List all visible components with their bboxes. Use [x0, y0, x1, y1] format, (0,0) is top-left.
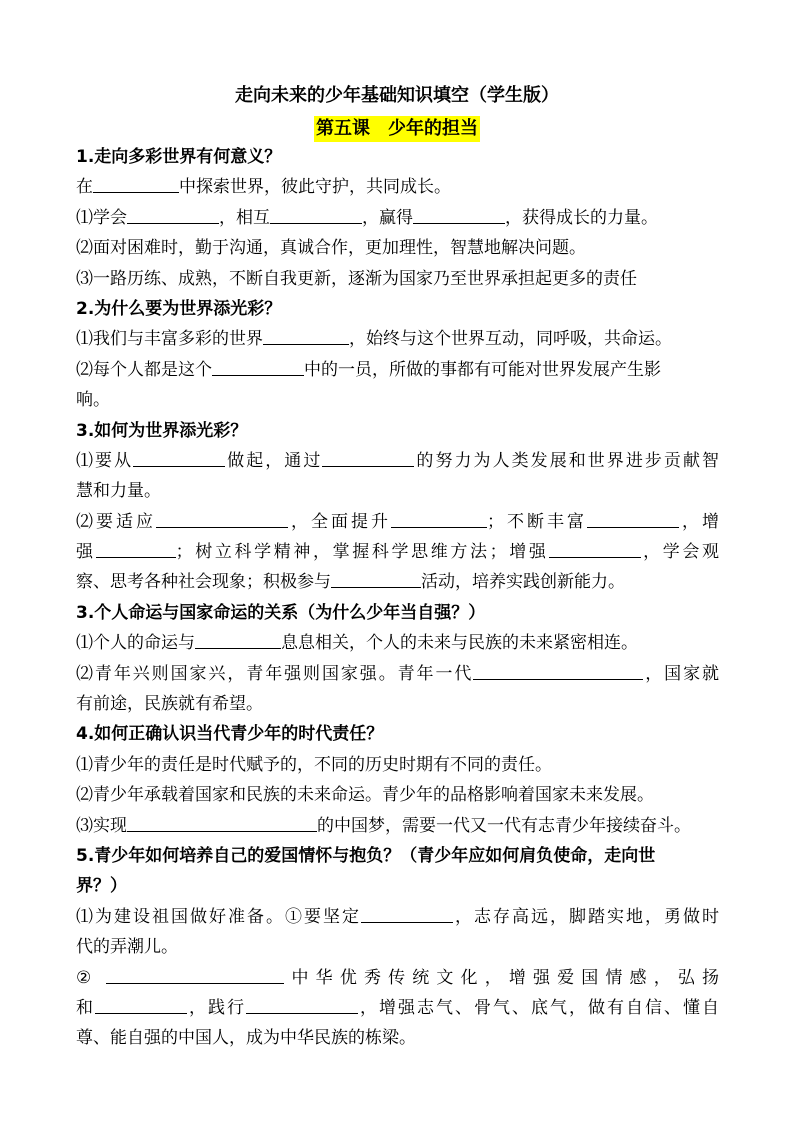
fill-blank[interactable] — [331, 571, 421, 588]
fill-blank[interactable] — [133, 450, 225, 467]
q2-line-3: 响。 — [76, 390, 110, 411]
q4-line-3: 有前途，民族就有希望。 — [76, 694, 263, 715]
lesson-subtitle: 第五课 少年的担当 — [314, 116, 480, 142]
fill-blank[interactable] — [549, 541, 641, 558]
worksheet-content — [76, 142, 719, 1054]
question-4-heading: 3.个人命运与国家命运的关系（为什么少年当自强？） — [76, 602, 486, 623]
q5-line-2: ⑵青少年承载着国家和民族的未来命运。青少年的品格影响着国家未来发展。 — [76, 785, 654, 806]
q6-line-1: ⑴为建设祖国做好准备。①要坚定 ，志存高远，脚踏实地，勇做时 — [76, 906, 719, 927]
q1-line-3: ⑵面对困难时，勤于沟通，真诚合作，更加理性，智慧地解决问题。 — [76, 238, 586, 259]
fill-blank[interactable] — [270, 207, 362, 224]
q4-line-2: ⑵青年兴则国家兴，青年强则国家强。青年一代 ，国家就 — [76, 663, 720, 684]
question-6-heading: 5.青少年如何培养自己的爱国情怀与抱负？（青少年应如何肩负使命，走向世 — [76, 845, 656, 866]
page-title: 走向未来的少年基础知识填空（学生版） — [235, 85, 559, 106]
subtitle-wrap — [0, 116, 794, 142]
q2-line-2: ⑵每个人都是这个 中的一员，所做的事都有可能对世界发展产生影 — [76, 359, 661, 380]
q6-line-4: 和 ，践行 ，增强志气、骨气、底气，做有自信、懂自 — [76, 997, 719, 1018]
fill-blank[interactable] — [212, 359, 304, 376]
q1-line-4: ⑶一路历练、成熟，不断自我更新，逐渐为国家乃至世界承担起更多的责任 — [76, 268, 637, 289]
q2-line-1: ⑴我们与丰富多彩的世界 ，始终与这个世界互动，同呼吸，共命运。 — [76, 329, 672, 350]
fill-blank[interactable] — [246, 997, 358, 1014]
fill-blank[interactable] — [263, 328, 349, 345]
question-5-heading: 4.如何正确认识当代青少年的时代责任？ — [76, 724, 384, 745]
question-6-heading-cont: 界？） — [76, 876, 127, 897]
question-3-heading: 3.如何为世界添光彩？ — [76, 420, 248, 441]
fill-blank[interactable] — [322, 450, 414, 467]
fill-blank[interactable] — [127, 207, 219, 224]
q3-line-3: ⑵要适应 ，全面提升 ；不断丰富 ，增 — [76, 511, 719, 532]
fill-blank[interactable] — [95, 997, 187, 1014]
question-2-heading: 2.为什么要为世界添光彩？ — [76, 298, 282, 319]
q3-line-4: 强 ；树立科学精神，掌握科学思维方法；增强 ，学会观 — [76, 542, 719, 563]
q3-line-1: ⑴要从 做起，通过 的努力为人类发展和世界进步贡献智 — [76, 450, 720, 471]
fill-blank[interactable] — [587, 511, 679, 528]
fill-blank[interactable] — [361, 906, 453, 923]
fill-blank[interactable] — [127, 815, 317, 832]
fill-blank[interactable] — [195, 632, 281, 649]
fill-blank[interactable] — [413, 207, 505, 224]
question-1-heading: 1.走向多彩世界有何意义？ — [76, 147, 282, 167]
q6-line-2: 代的弄潮儿。 — [76, 937, 178, 958]
q5-line-1: ⑴青少年的责任是时代赋予的，不同的历史时期有不同的责任。 — [76, 754, 552, 775]
q3-line-5: 察、思考各种社会现象；积极参与 活动，培养实践创新能力。 — [76, 572, 625, 593]
fill-blank[interactable] — [106, 967, 284, 984]
q4-line-1: ⑴个人的命运与 息息相关，个人的未来与民族的未来紧密相连。 — [76, 633, 638, 654]
q6-line-5: 尊、能自强的中国人，成为中华民族的栋梁。 — [76, 1028, 416, 1049]
fill-blank[interactable] — [473, 663, 643, 680]
fill-blank[interactable] — [156, 511, 288, 528]
fill-blank[interactable] — [391, 511, 487, 528]
q5-line-3: ⑶实现 的中国梦，需要一代又一代有志青少年接续奋斗。 — [76, 815, 691, 836]
fill-blank[interactable] — [93, 176, 179, 193]
fill-blank[interactable] — [96, 541, 176, 558]
q3-line-2: 慧和力量。 — [76, 481, 161, 502]
q1-line-1: 在 中探索世界，彼此守护，共同成长。 — [76, 177, 451, 198]
q1-line-2: ⑴学会 ，相互 ，赢得 ，获得成长的力量。 — [76, 207, 658, 228]
q6-line-3: ② 中华优秀传统文化，增强爱国情感，弘扬 — [76, 967, 719, 988]
